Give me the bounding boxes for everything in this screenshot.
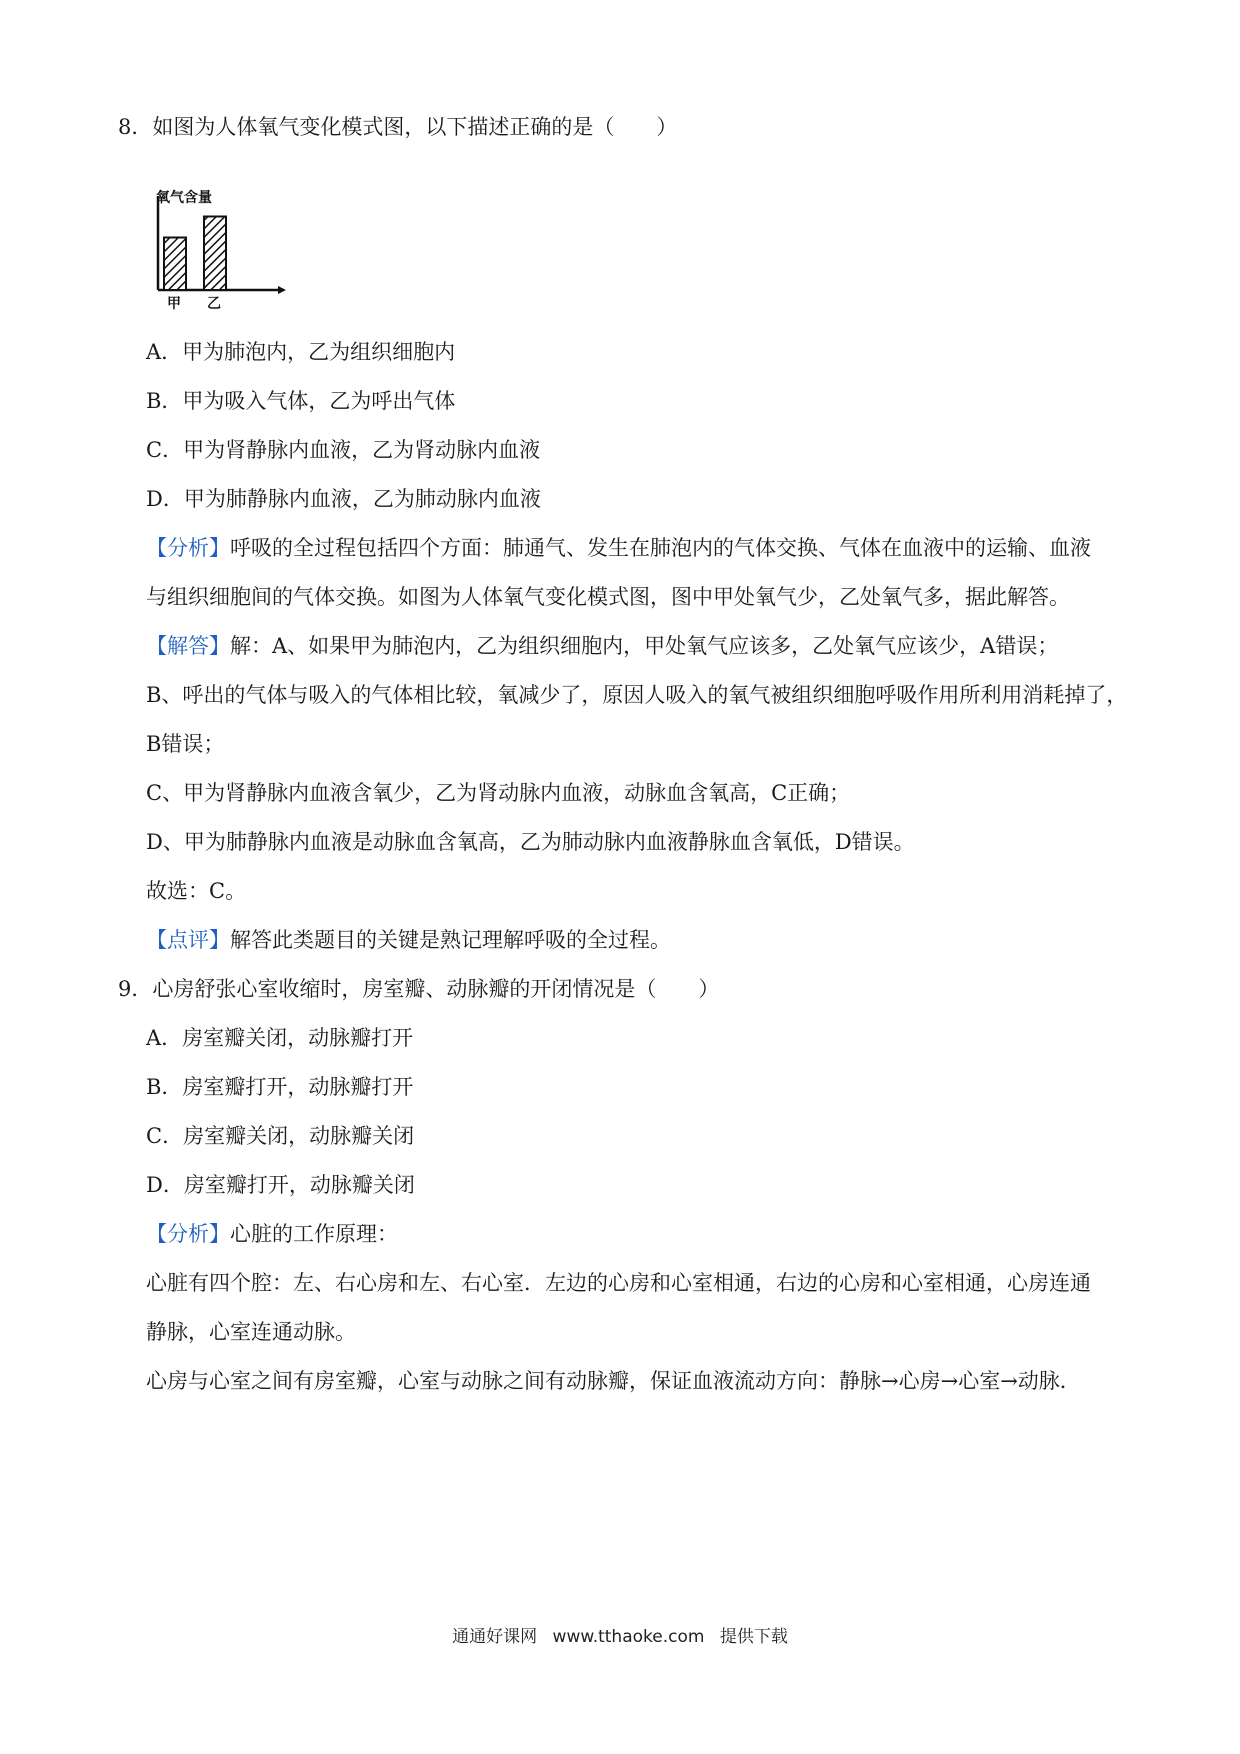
- q8-option-b: B．甲为吸入气体，乙为呼出气体: [146, 389, 456, 413]
- bar-甲: [164, 238, 186, 291]
- category-label: 乙: [207, 296, 221, 312]
- q9-option-a: A．房室瓣关闭，动脉瓣打开: [146, 1026, 414, 1050]
- answer-tag: 【解答】: [146, 634, 230, 658]
- y-axis-label: 氧气含量: [156, 190, 212, 206]
- q8-answer-line-6: 故选：C。: [146, 879, 247, 903]
- q8-option-d: D．甲为肺静脉内血液，乙为肺动脉内血液: [146, 487, 541, 511]
- page-footer: [0, 1622, 1240, 1647]
- oxygen-content-chart: [148, 182, 288, 312]
- review-text: 解答此类题目的关键是熟记理解呼吸的全过程。: [230, 928, 671, 952]
- q9-analysis-line-4: 心房与心室之间有房室瓣，心室与动脉之间有动脉瓣，保证血液流动方向：静脉→心房→心室→动脉．: [146, 1369, 1081, 1393]
- review-tag: 【点评】: [146, 928, 230, 952]
- analysis-text: 心脏的工作原理：: [230, 1222, 398, 1246]
- question-8-stem: 8．如图为人体氧气变化模式图，以下描述正确的是（ ）: [118, 115, 678, 139]
- q8-analysis-line-1: [146, 533, 1091, 563]
- analysis-tag: 【分析】: [146, 536, 230, 560]
- q9-analysis-line-3: 静脉，心室连通动脉。: [146, 1320, 356, 1344]
- footer-site-name: 通通好课网: [452, 1627, 538, 1647]
- q8-option-a: A．甲为肺泡内，乙为组织细胞内: [146, 340, 456, 364]
- q8-answer-line-3: B错误；: [146, 732, 225, 756]
- question-9-stem: 9．心房舒张心室收缩时，房室瓣、动脉瓣的开闭情况是（ ）: [118, 977, 720, 1001]
- q9-option-c: C．房室瓣关闭，动脉瓣关闭: [146, 1124, 415, 1148]
- q9-option-b: B．房室瓣打开，动脉瓣打开: [146, 1075, 414, 1099]
- q9-option-d: D．房室瓣打开，动脉瓣关闭: [146, 1173, 415, 1197]
- category-label: 甲: [167, 296, 181, 312]
- footer-url[interactable]: www.tthaoke.com: [552, 1627, 705, 1647]
- footer-note: 提供下载: [719, 1627, 788, 1647]
- q8-review-line: [146, 925, 671, 955]
- q8-analysis-line-2: 与组织细胞间的气体交换。如图为人体氧气变化模式图，图中甲处氧气少，乙处氧气多，据此解答。: [146, 585, 1070, 609]
- q9-analysis-line-2: 心脏有四个腔：左、右心房和左、右心室．左边的心房和心室相通，右边的心房和心室相通，心房连通: [146, 1271, 1091, 1295]
- q8-option-c: C．甲为肾静脉内血液，乙为肾动脉内血液: [146, 438, 541, 462]
- x-axis-arrow: [278, 286, 286, 294]
- q8-answer-line-4: C、甲为肾静脉内血液含氧少，乙为肾动脉内血液，动脉血含氧高，C正确；: [146, 781, 851, 805]
- analysis-text: 呼吸的全过程包括四个方面：肺通气、发生在肺泡内的气体交换、气体在血液中的运输、血液: [230, 536, 1091, 560]
- q8-answer-line-5: D、甲为肺静脉内血液是动脉血含氧高，乙为肺动脉内血液静脉血含氧低，D错误。: [146, 830, 915, 854]
- q9-analysis-line-1: [146, 1219, 398, 1249]
- bar-乙: [204, 217, 226, 291]
- analysis-tag: 【分析】: [146, 1222, 230, 1246]
- answer-text: 解：A、如果甲为肺泡内，乙为组织细胞内，甲处氧气应该多，乙处氧气应该少，A错误；: [230, 634, 1059, 658]
- q8-answer-line-1: [146, 631, 1058, 661]
- q8-answer-line-2: B、呼出的气体与吸入的气体相比较，氧减少了，原因人吸入的氧气被组织细胞呼吸作用所利用消耗掉了，: [146, 683, 1128, 707]
